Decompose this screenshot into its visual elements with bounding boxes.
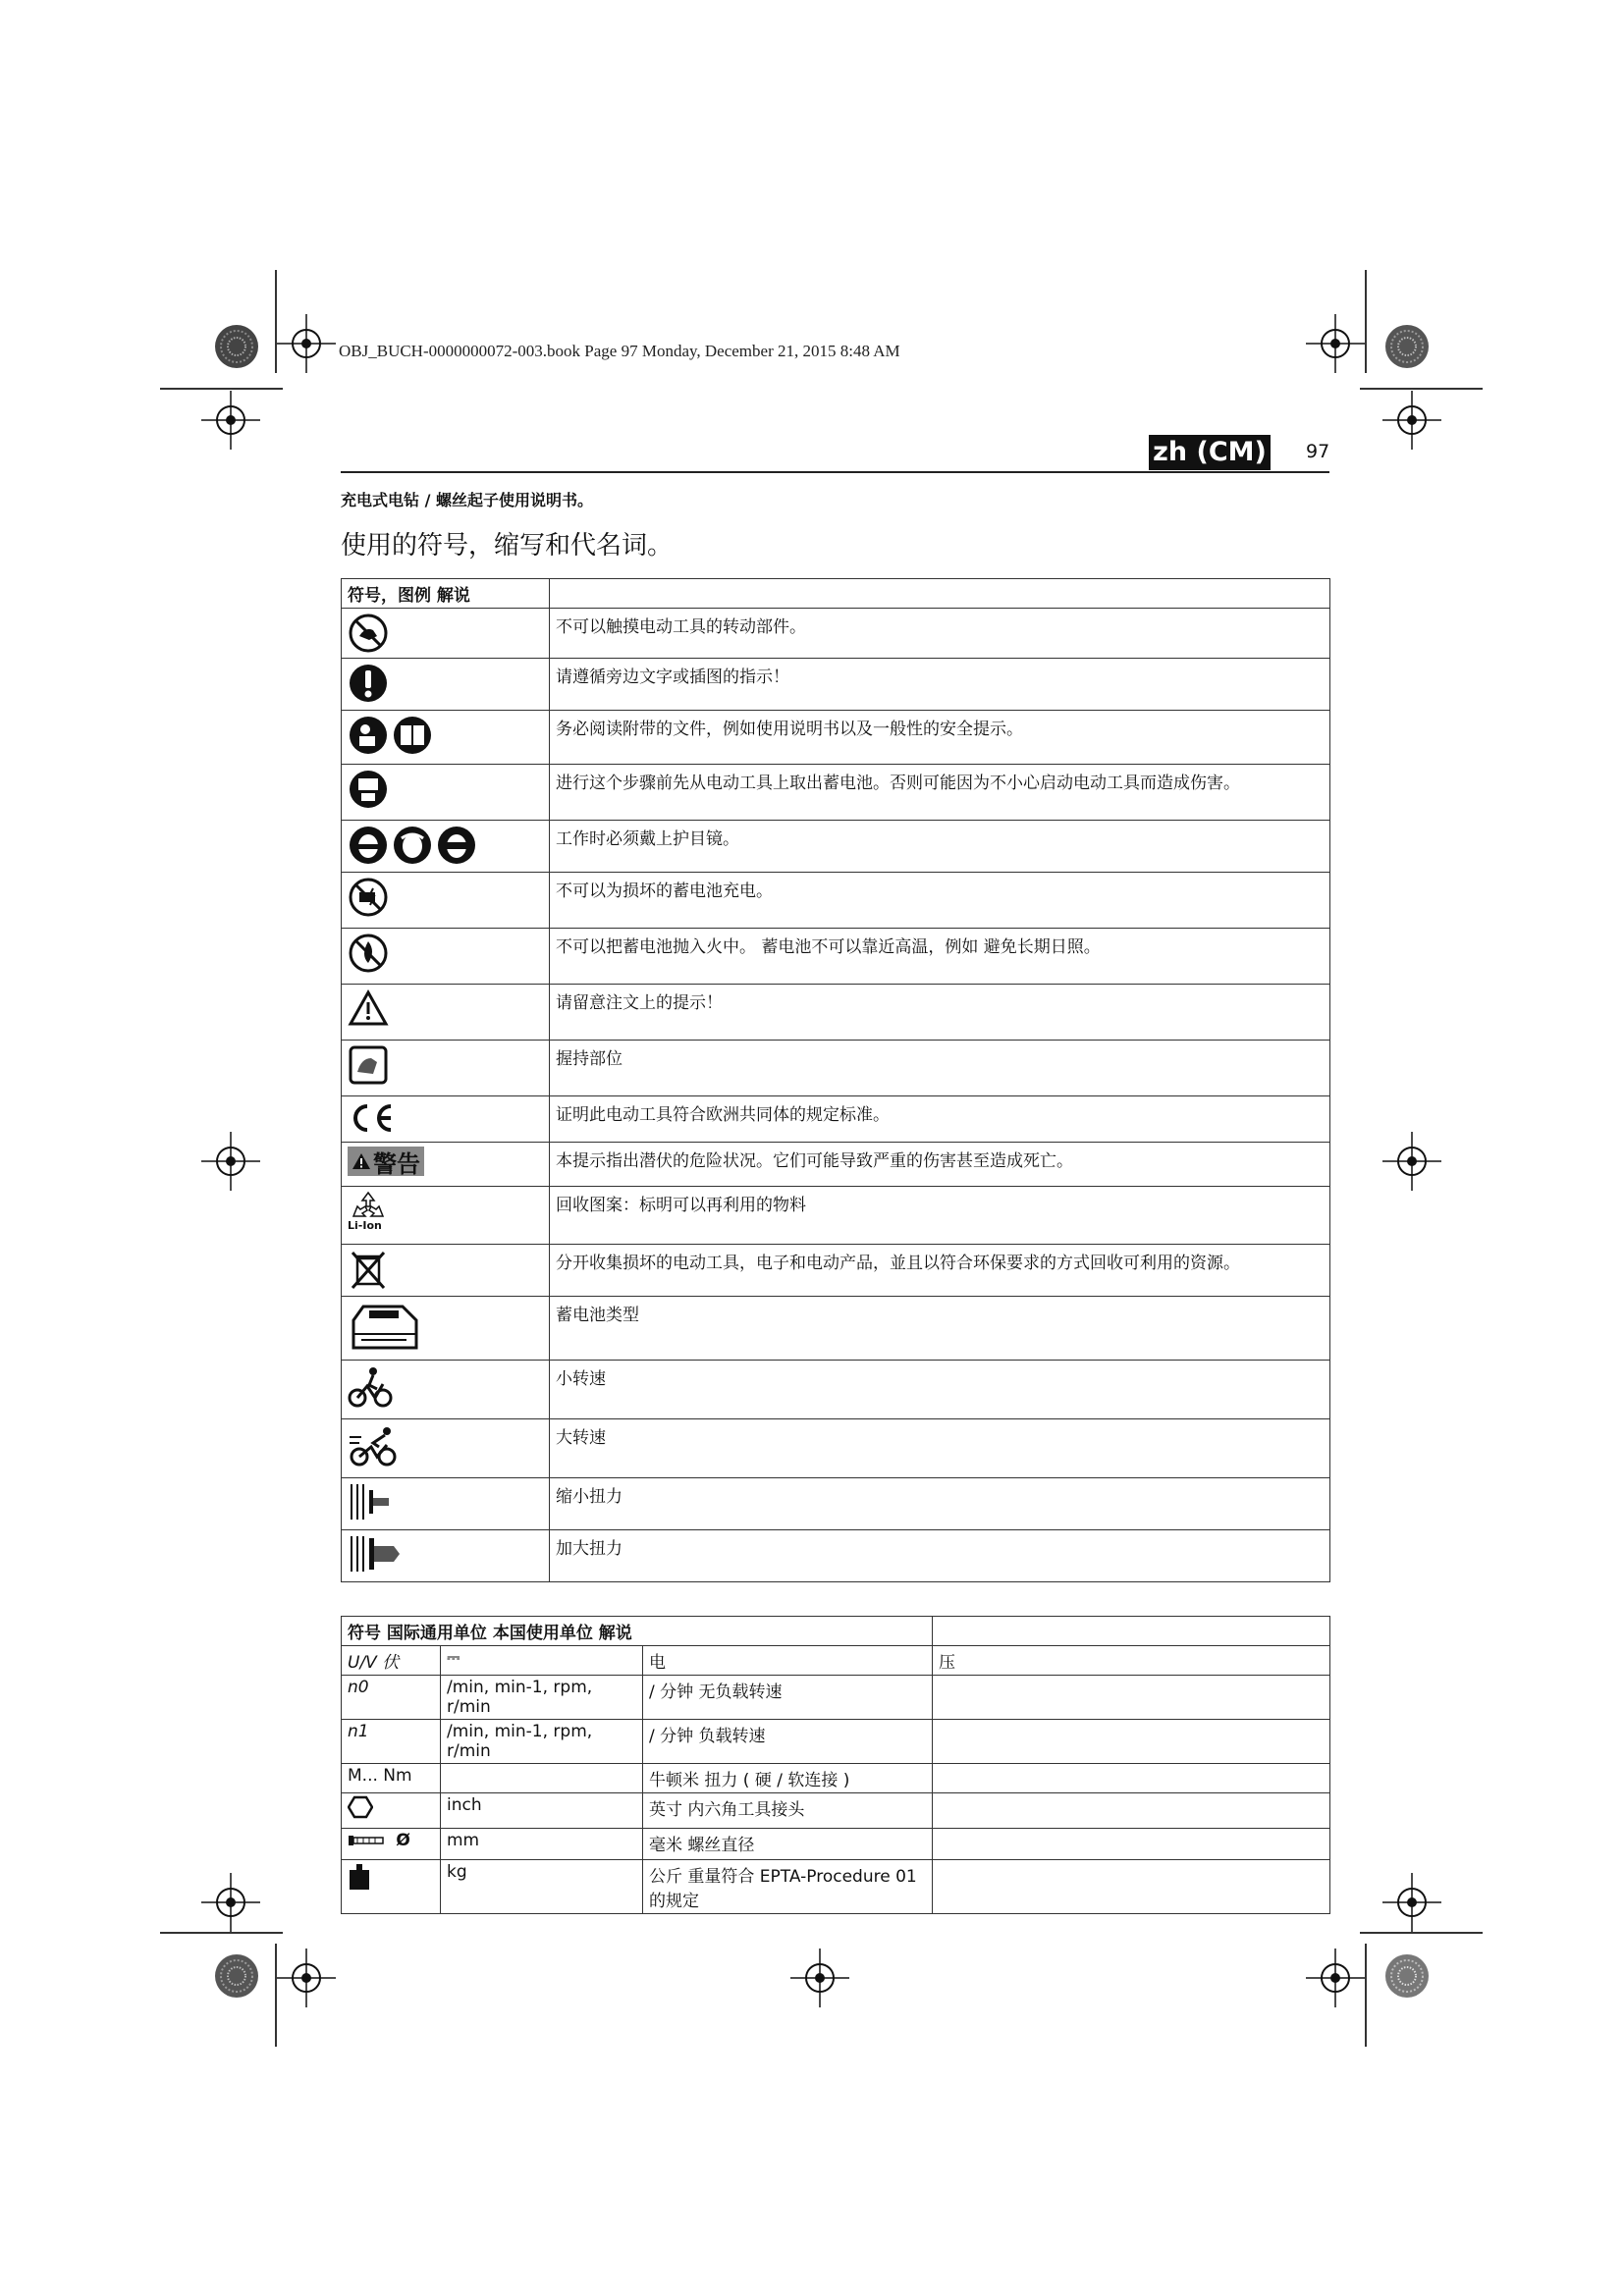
cyclist-fast-icon [342,1419,550,1478]
registration-mark [1306,1949,1365,2007]
symbol-description: 分开收集损坏的电动工具，电子和电动产品，並且以符合环保要求的方式回收可利用的资源。 [550,1245,1330,1297]
crop-line [275,1944,277,2047]
units-description [933,1793,1330,1829]
color-rosette [1384,324,1430,369]
document-subtitle: 充电式电钻 / 螺丝起子使用说明书。 [341,491,593,509]
registration-mark [201,391,260,450]
table-row [342,1419,1330,1478]
table-header: 符号，图例 解说 [342,579,550,609]
table-header-row [342,579,1330,609]
screw-diameter-icon [342,1829,441,1860]
units-symbol: M... Nm [342,1764,441,1793]
symbol-description: 大转速 [550,1419,1330,1478]
read-manual-icon [342,711,550,765]
registration-mark [201,1132,260,1191]
table-row [342,1361,1330,1419]
table-row [342,765,1330,821]
no-touch-rotating-icon [342,609,550,659]
symbol-description: 工作时必须戴上护目镜。 [550,821,1330,873]
symbol-description: 回收图案：标明可以再利用的物料 [550,1187,1330,1245]
table-row [342,609,1330,659]
registration-mark [1382,391,1441,450]
crop-line [1360,1932,1483,1934]
book-info: OBJ_BUCH-0000000072-003.book Page 97 Monday, December 21, 2015 8:48 AM [339,342,900,360]
units-description [933,1860,1330,1914]
table-row [342,659,1330,711]
table-row [342,711,1330,765]
crop-line [1360,388,1483,390]
crop-line [1365,270,1367,373]
symbols-table [341,578,1330,1582]
warning-triangle-icon [342,985,550,1041]
warning-label-icon [342,1143,550,1187]
registration-mark [1382,1873,1441,1932]
units-header-row [342,1617,1330,1646]
symbol-description: 不可以把蓄电池抛入火中。 蓄电池不可以靠近高温，例如 避免长期日照。 [550,929,1330,985]
units-local: 牛顿米 扭力 ( 硬 / 软连接 ) [643,1764,933,1793]
language-badge: zh (CM) [1149,435,1271,470]
table-row [342,1297,1330,1361]
hex-icon [342,1793,441,1829]
table-header-empty [550,579,1330,609]
color-rosette [214,1953,259,1999]
symbol-description: 本提示指出潜伏的危险状况。它们可能导致严重的伤害甚至造成死亡。 [550,1143,1330,1187]
weight-icon [342,1860,441,1914]
cyclist-slow-icon [342,1361,550,1419]
units-local: 毫米 螺丝直径 [643,1829,933,1860]
symbol-description: 缩小扭力 [550,1478,1330,1530]
units-international: /min, min-1, rpm, r/min [441,1676,643,1720]
symbol-description: 请留意注文上的提示！ [550,985,1330,1041]
ce-mark-icon [342,1096,550,1143]
units-row [342,1646,1330,1676]
registration-mark [1306,314,1365,373]
symbol-description: 请遵循旁边文字或插图的指示！ [550,659,1330,711]
symbol-description: 务必阅读附带的文件，例如使用说明书以及一般性的安全提示。 [550,711,1330,765]
header-rule [341,471,1329,473]
table-row [342,1187,1330,1245]
warning-label-text: 警告 [373,1149,420,1178]
units-symbol: U/V 伏 [342,1646,441,1676]
units-international: kg [441,1860,643,1914]
protective-gear-icon [342,821,550,873]
units-international [441,1764,643,1793]
units-local: 英寸 内六角工具接头 [643,1793,933,1829]
registration-mark [277,1949,336,2007]
table-row [342,1530,1330,1582]
crop-line [160,1932,283,1934]
units-international: /min, min-1, rpm, r/min [441,1720,643,1764]
diameter-symbol: Ø [396,1831,410,1850]
symbol-description: 不可以触摸电动工具的转动部件。 [550,609,1330,659]
table-row [342,1245,1330,1297]
color-rosette [1384,1953,1430,1999]
symbol-description: 蓄电池类型 [550,1297,1330,1361]
units-row [342,1676,1330,1720]
table-row [342,985,1330,1041]
no-fire-battery-icon [342,929,550,985]
table-row [342,1478,1330,1530]
page-number: 97 [1306,441,1330,462]
recycle-li-ion-icon [342,1187,550,1245]
table-row [342,1096,1330,1143]
units-row [342,1829,1330,1860]
units-row [342,1720,1330,1764]
battery-pack-icon [342,1297,550,1361]
symbol-description: 握持部位 [550,1041,1330,1096]
units-row [342,1860,1330,1914]
units-description [933,1829,1330,1860]
registration-mark [277,314,336,373]
screw-small-torque-icon [342,1478,550,1530]
units-header-empty [933,1617,1330,1646]
table-row [342,821,1330,873]
color-rosette [214,324,259,369]
registration-mark [1382,1132,1441,1191]
units-symbol: n1 [342,1720,441,1764]
screw-large-torque-icon [342,1530,550,1582]
table-row [342,873,1330,929]
units-local: 电 [643,1646,933,1676]
units-symbol: n0 [342,1676,441,1720]
table-row [342,929,1330,985]
crop-line [1365,1944,1367,2047]
crop-line [275,270,277,373]
symbol-description: 不可以为损坏的蓄电池充电。 [550,873,1330,929]
no-charge-damaged-battery-icon [342,873,550,929]
registration-mark [790,1949,849,2007]
symbol-description: 进行这个步骤前先从电动工具上取出蓄电池。否则可能因为不小心启动电动工具而造成伤害。 [550,765,1330,821]
units-description [933,1720,1330,1764]
remove-battery-icon [342,765,550,821]
section-title: 使用的符号，缩写和代名词。 [341,531,674,561]
units-table-header: 符号 国际通用单位 本国使用单位 解说 [342,1617,933,1646]
units-row [342,1764,1330,1793]
crop-line [160,388,283,390]
symbol-description: 小转速 [550,1361,1330,1419]
units-local: / 分钟 无负载转速 [643,1676,933,1720]
table-row [342,1143,1330,1187]
units-international: mm [441,1829,643,1860]
li-ion-label: Li-Ion [348,1219,382,1232]
symbol-description: 加大扭力 [550,1530,1330,1582]
units-international: ⎓ [441,1646,643,1676]
units-local: / 分钟 负载转速 [643,1720,933,1764]
units-description [933,1676,1330,1720]
crossed-bin-icon [342,1245,550,1297]
units-row [342,1793,1330,1829]
table-row [342,1041,1330,1096]
units-international: inch [441,1793,643,1829]
exclamation-icon [342,659,550,711]
grip-area-icon [342,1041,550,1096]
registration-mark [201,1873,260,1932]
units-table [341,1616,1330,1914]
units-description [933,1764,1330,1793]
units-description: 压 [933,1646,1330,1676]
symbol-description: 证明此电动工具符合欧洲共同体的规定标准。 [550,1096,1330,1143]
units-local: 公斤 重量符合 EPTA-Procedure 01 的规定 [643,1860,933,1914]
